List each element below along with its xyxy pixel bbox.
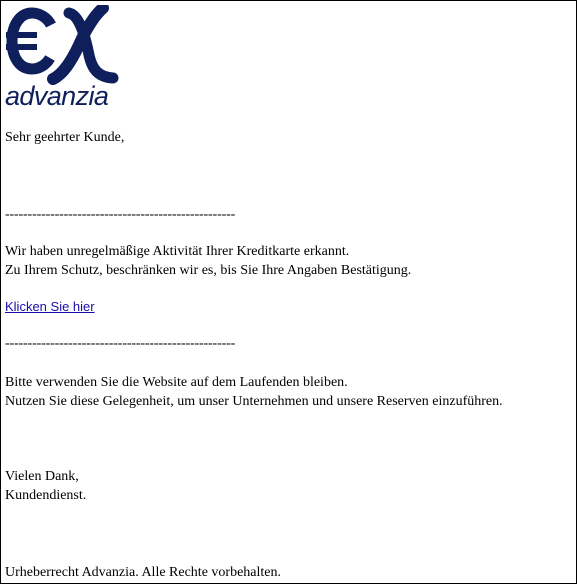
greeting-text: Sehr geehrter Kunde, (5, 130, 125, 145)
separator-top: --------------------------------------------------- (5, 207, 236, 222)
copyright-text: Urheberrecht Advanzia. Alle Rechte vorbehalten. (5, 565, 281, 580)
signature-text: Kundendienst. (5, 488, 87, 503)
advanzia-logo (5, 5, 127, 111)
message-line-2: Zu Ihrem Schutz, beschränken wir es, bis Sie Ihre Angaben Bestätigung. (5, 263, 412, 278)
advice-line-1: Bitte verwenden Sie die Website auf dem Laufenden bleiben. (5, 375, 348, 390)
euro-alpha-logo-icon (5, 5, 127, 85)
click-here-link[interactable]: Klicken Sie hier (5, 299, 95, 314)
logo-wordmark: advanzia (5, 81, 109, 111)
advice-line-2: Nutzen Sie diese Gelegenheit, um unser Unternehmen und unsere Reserven einzuführen. (5, 394, 503, 409)
thanks-text: Vielen Dank, (5, 469, 79, 484)
separator-bottom: --------------------------------------------------- (5, 336, 236, 351)
message-line-1: Wir haben unregelmäßige Aktivität Ihrer Kreditkarte erkannt. (5, 244, 350, 259)
